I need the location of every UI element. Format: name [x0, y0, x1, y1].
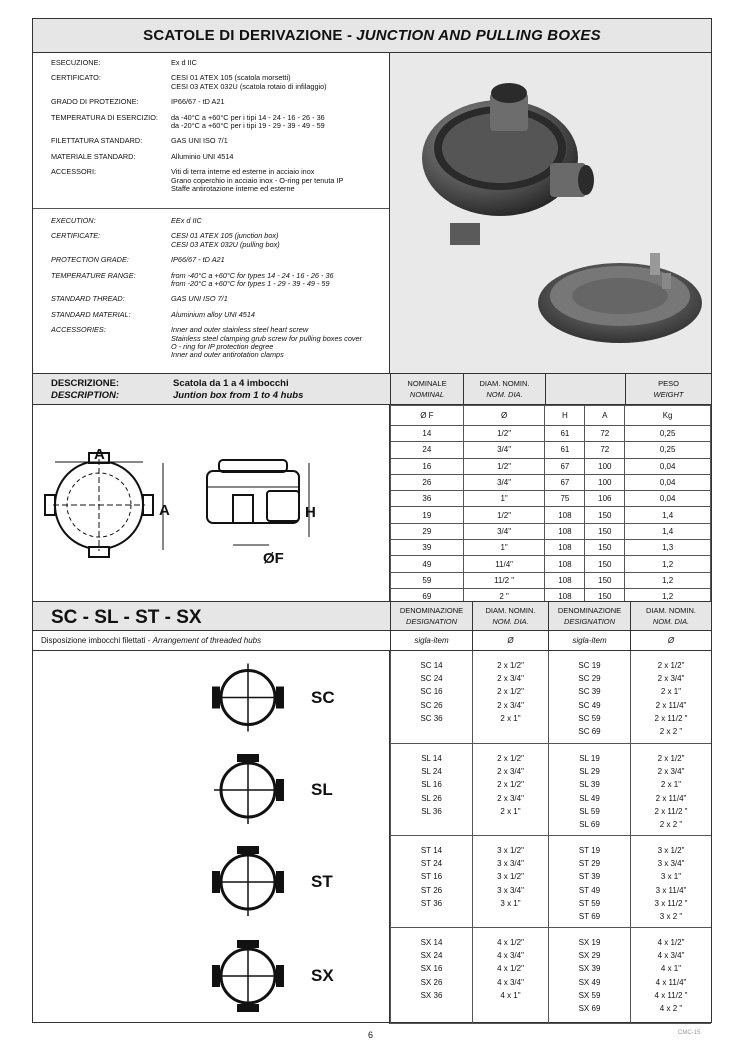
diameter-item: 2 x 3/4" — [497, 700, 524, 710]
designation-item: SC 69 — [578, 726, 601, 736]
description-label-it: DESCRIZIONE: — [51, 378, 120, 389]
designation-item: ST 24 — [420, 859, 443, 869]
spec-it-key: ESECUZIONE: — [51, 58, 101, 67]
header-denom-b-en: DESIGNATION — [563, 617, 616, 626]
header-diam-a — [472, 601, 548, 631]
designation-item: SC 39 — [578, 687, 601, 697]
header-diam-b — [630, 601, 711, 631]
diameter-item: 3 x 2 " — [659, 911, 683, 921]
header-denom-a — [390, 601, 472, 631]
header-weight-en: WEIGHT — [653, 390, 684, 399]
hub-arrangement-drawings — [33, 651, 390, 1024]
table-cell: 2 " — [463, 588, 545, 604]
diameter-item: 2 x 11/2 " — [654, 806, 688, 816]
page-number: 6 — [368, 1030, 374, 1040]
designation-item: SL 14 — [421, 754, 442, 763]
spec-en-key: STANDARD MATERIAL: — [51, 309, 131, 319]
designation-item: SL 26 — [421, 793, 442, 803]
spec-it-value: da -40°C a +60°C per i tipi 14 - 24 - 16 - 26 - 36 da -20°C a +60°C per i tipi 19 - 29 - 39 - 49 - 59 — [171, 112, 325, 131]
designation-item: SL 39 — [579, 780, 600, 790]
table-cell: 1/2" — [463, 426, 545, 442]
table-cell: 3/4" — [463, 523, 545, 539]
designation-item: ST 14 — [420, 846, 443, 855]
table-cell: 75 — [545, 491, 585, 507]
header-diam-b-en: NOM. DIA. — [652, 617, 690, 626]
diameter-item: 2 x 1/2" — [657, 661, 685, 670]
diameter-item: 2 x 1/2" — [497, 780, 524, 790]
table-row — [391, 523, 711, 539]
designation-column — [472, 928, 548, 1023]
designation-item: SC 59 — [578, 713, 601, 723]
diam-header-b: Ø — [630, 631, 711, 651]
table-cell: 0,04 — [625, 474, 711, 490]
spec-it-row — [51, 114, 389, 131]
designation-column — [390, 651, 472, 743]
diameter-item: 2 x 3/4" — [657, 674, 685, 684]
table-cell: 150 — [585, 523, 625, 539]
designation-item: SX 14 — [420, 938, 443, 947]
title-italian: SCATOLE DI DERIVAZIONE - — [143, 27, 353, 44]
designation-item: SC 49 — [578, 700, 601, 710]
header-denom-b-it: DENOMINAZIONE — [557, 606, 622, 615]
diameter-item: 2 x 2 " — [659, 819, 683, 829]
spec-en-key: CERTIFICATE: — [51, 231, 101, 241]
spec-it-value: Alluminio UNI 4514 — [171, 151, 234, 161]
designation-item: SX 19 — [578, 938, 601, 947]
diameter-item: 3 x 3/4" — [497, 885, 524, 895]
diameter-item: 4 x 11/4" — [655, 977, 687, 987]
designation-column — [390, 928, 472, 1023]
diameter-item: 4 x 1/2" — [497, 964, 524, 974]
diameter-item: 2 x 11/4" — [655, 700, 687, 710]
dim-label-h: H — [305, 504, 316, 521]
spec-en-value: EEx d IIC — [171, 216, 202, 225]
spec-it-row — [51, 74, 389, 91]
diameter-item: 2 x 1" — [660, 780, 682, 790]
hub-arrangement-label: SC — [311, 687, 335, 707]
table-cell: 61 — [545, 426, 585, 442]
diameter-item: 3 x 1" — [660, 872, 682, 882]
designation-column — [390, 836, 472, 927]
dim-label-a-top: A — [94, 446, 105, 463]
sigla-header-b: sigla-item — [548, 631, 630, 651]
designation-column — [548, 744, 630, 835]
description-labels — [51, 378, 119, 402]
table-cell: 59 — [391, 572, 464, 588]
designation-item: ST 39 — [578, 872, 601, 882]
table-cell: 108 — [545, 523, 585, 539]
designation-group — [390, 928, 711, 1024]
hub-arrangement-label: ST — [311, 872, 333, 891]
table-cell: 36 — [391, 491, 464, 507]
spec-panel — [33, 53, 390, 373]
table-cell: 106 — [585, 491, 625, 507]
diameter-item: 2 x 3/4" — [497, 767, 524, 777]
table-cell: 1/2" — [463, 458, 545, 474]
table-row — [391, 458, 711, 474]
header-denom-b — [548, 601, 630, 631]
description-row — [33, 373, 711, 405]
catalog-sheet — [32, 18, 712, 1023]
diam-header-a: Ø — [472, 631, 548, 651]
designation-item: SC 24 — [420, 674, 443, 684]
spec-it-value: GAS UNI ISO 7/1 — [171, 136, 228, 146]
dim-label-f: ØF — [263, 550, 284, 567]
table-cell: 100 — [585, 474, 625, 490]
spec-it-row — [51, 168, 389, 193]
arrangement-en: Arrangement of threaded hubs — [152, 636, 262, 645]
designation-item: SX 69 — [578, 1003, 601, 1013]
table-cell: 1" — [463, 540, 545, 556]
table-cell: 72 — [585, 426, 625, 442]
series-title: SC - SL - ST - SX — [51, 607, 202, 628]
spec-en-value: Inner and outer stainless steel heart screw Stainless steel clamping grub screw for pulling boxes cover O - ring for IP protection degree Inner and outer antirotation clamps — [171, 325, 363, 360]
diameter-item: 4 x 1" — [660, 964, 682, 974]
table-cell: 1,4 — [625, 507, 711, 523]
table-cell: 1,2 — [625, 588, 711, 604]
designation-item: ST 49 — [578, 885, 601, 895]
table-cell: 61 — [545, 442, 585, 458]
diameter-item: 3 x 3/4" — [497, 859, 524, 869]
diameter-item: 4 x 2 " — [659, 1003, 683, 1013]
table-cell: 11/4" — [463, 556, 545, 572]
table-cell: 108 — [545, 588, 585, 604]
header-denom-a-en: DESIGNATION — [405, 617, 458, 626]
spec-en-value: GAS UNI ISO 7/1 — [171, 294, 228, 304]
diameter-item: 2 x 3/4" — [657, 767, 685, 777]
spec-it-key: ACCESSORI: — [51, 167, 97, 177]
table-row — [391, 507, 711, 523]
header-peso: PESO — [658, 379, 679, 388]
header-nominal-en: NOMINAL — [409, 390, 445, 399]
table-cell: 24 — [391, 442, 464, 458]
spec-english — [33, 209, 389, 373]
diameter-item: 3 x 1/2" — [497, 872, 524, 882]
table-cell: 108 — [545, 572, 585, 588]
spec-en-row — [51, 232, 389, 249]
description-text-it: Scatola da 1 a 4 imbocchi — [173, 378, 289, 389]
hub-arrangement-label: SX — [311, 966, 334, 985]
designation-item: ST 26 — [420, 885, 443, 895]
table-row — [391, 442, 711, 458]
spec-en-key: ACCESSORIES: — [51, 325, 106, 335]
header-weight — [625, 374, 711, 406]
diameter-item: 4 x 3/4" — [657, 951, 685, 961]
diameter-item: 3 x 11/4" — [655, 885, 687, 895]
diameter-item: 2 x 2 " — [659, 726, 683, 736]
designation-item: SX 36 — [420, 990, 443, 1000]
description-label-en: DESCRIPTION: — [51, 390, 120, 401]
spec-en-row — [51, 256, 389, 264]
diameter-item: 2 x 1/2" — [497, 661, 524, 670]
spec-it-value: Ex d IIC — [171, 58, 197, 67]
designation-item: SC 36 — [420, 713, 443, 723]
page-title — [33, 19, 711, 53]
table-row — [391, 556, 711, 572]
spec-en-key: EXECUTION: — [51, 216, 96, 225]
spec-en-value: CESI 01 ATEX 105 (junction box) CESI 03 ATEX 032U (pulling box) — [171, 231, 280, 249]
spec-it-row — [51, 137, 389, 145]
designation-column — [630, 744, 711, 835]
designation-group — [390, 651, 711, 744]
designation-column — [548, 836, 630, 927]
spec-en-value: IP66/67 - tD A21 — [171, 255, 225, 265]
table-cell: 0,25 — [625, 442, 711, 458]
dim-subheader: H — [545, 406, 585, 426]
table-cell: 67 — [545, 474, 585, 490]
designation-column — [548, 928, 630, 1023]
designation-item: ST 29 — [578, 859, 601, 869]
designation-item: ST 69 — [578, 911, 601, 921]
table-cell: 0,04 — [625, 491, 711, 507]
header-blank — [545, 374, 625, 406]
table-cell: 1" — [463, 491, 545, 507]
spec-en-row — [51, 326, 389, 360]
designation-item: SC 26 — [420, 700, 443, 710]
diameter-item: 4 x 1/2" — [657, 938, 685, 947]
diameter-item: 2 x 1" — [500, 806, 521, 816]
designation-item: SL 59 — [579, 806, 600, 816]
table-cell: 0,25 — [625, 426, 711, 442]
table-cell: 11/2 " — [463, 572, 545, 588]
spec-it-value: IP66/67 - tD A21 — [171, 97, 225, 107]
table-cell: 14 — [391, 426, 464, 442]
designation-item: SL 69 — [579, 819, 600, 829]
table-cell: 108 — [545, 507, 585, 523]
header-nominale: NOMINALE — [407, 379, 447, 388]
designation-column — [548, 651, 630, 743]
diameter-item: 2 x 11/2 " — [654, 713, 688, 723]
dim-label-a-side: A — [159, 502, 170, 519]
designation-item: SC 16 — [420, 687, 443, 697]
designation-column — [630, 651, 711, 743]
designation-item: ST 59 — [578, 898, 601, 908]
dimension-table — [390, 405, 711, 605]
header-diam-a-en: NOM. DIA. — [492, 617, 529, 626]
spec-it-row — [51, 98, 389, 106]
diameter-item: 2 x 3/4" — [497, 793, 524, 803]
hub-arrangement-label: SL — [311, 780, 333, 799]
diameter-item: 2 x 1/2" — [657, 754, 685, 763]
designation-item: SC 19 — [578, 661, 601, 670]
designation-item: SX 29 — [578, 951, 601, 961]
table-cell: 72 — [585, 442, 625, 458]
spec-it-row — [51, 59, 389, 67]
dim-subheader: A — [585, 406, 625, 426]
table-cell: 67 — [545, 458, 585, 474]
header-diameter — [463, 374, 545, 406]
table-cell: 39 — [391, 540, 464, 556]
table-cell: 150 — [585, 540, 625, 556]
table-cell: 150 — [585, 588, 625, 604]
diameter-item: 3 x 11/2 " — [654, 898, 688, 908]
designation-column — [472, 651, 548, 743]
diameter-item: 2 x 1/2" — [497, 687, 524, 697]
header-nomdia: NOM. DIA. — [486, 390, 523, 399]
dim-subheader: Ø F — [391, 406, 464, 426]
spec-en-key: PROTECTION GRADE: — [51, 255, 129, 265]
table-cell: 16 — [391, 458, 464, 474]
header-nominal — [390, 374, 463, 406]
title-english: JUNCTION AND PULLING BOXES — [356, 27, 601, 44]
table-cell: 100 — [585, 458, 625, 474]
spec-it-key: GRADO DI PROTEZIONE: — [51, 97, 139, 107]
diameter-item: 4 x 11/2 " — [654, 990, 688, 1000]
designation-item: SX 59 — [578, 990, 601, 1000]
designation-column — [630, 928, 711, 1023]
dim-subheader: Ø — [463, 406, 545, 426]
table-cell: 150 — [585, 507, 625, 523]
table-cell: 3/4" — [463, 442, 545, 458]
diameter-item: 2 x 3/4" — [497, 674, 524, 684]
series-header — [33, 601, 711, 631]
diameter-item: 3 x 1/2" — [497, 846, 524, 855]
table-row — [391, 540, 711, 556]
designation-item: SX 49 — [578, 977, 601, 987]
designation-item: ST 19 — [578, 846, 601, 855]
table-cell: 49 — [391, 556, 464, 572]
diameter-item: 3 x 1" — [500, 898, 521, 908]
table-row — [391, 491, 711, 507]
table-cell: 108 — [545, 540, 585, 556]
table-cell: 1,4 — [625, 523, 711, 539]
spec-it-row — [51, 153, 389, 161]
designation-group — [390, 836, 711, 928]
designation-column — [472, 744, 548, 835]
designation-item: SL 36 — [421, 806, 442, 816]
table-row — [391, 426, 711, 442]
designation-item: SL 49 — [579, 793, 600, 803]
diameter-item: 3 x 3/4" — [657, 859, 685, 869]
diameter-item: 2 x 11/4" — [655, 793, 687, 803]
table-cell: 150 — [585, 556, 625, 572]
dimension-drawing — [33, 405, 390, 601]
diameter-item: 4 x 1" — [500, 990, 521, 1000]
spec-it-value: CESI 01 ATEX 105 (scatola morsetti) CESI 03 ATEX 032U (scatola rotaio di infilaggio) — [171, 73, 327, 91]
table-cell: 1,2 — [625, 572, 711, 588]
table-cell: 3/4" — [463, 474, 545, 490]
designation-item: SX 24 — [420, 951, 443, 961]
table-cell: 108 — [545, 556, 585, 572]
table-cell: 150 — [585, 572, 625, 588]
header-diam-a-it: DIAM. NOMIN. — [485, 606, 536, 615]
designation-item: ST 36 — [420, 898, 443, 908]
diameter-item: 3 x 1/2" — [657, 846, 685, 855]
diameter-item: 2 x 1" — [660, 687, 682, 697]
spec-it-key: MATERIALE STANDARD: — [51, 151, 136, 161]
designation-item: SC 29 — [578, 674, 601, 684]
spec-en-value: Aluminium alloy UNI 4514 — [171, 309, 255, 319]
header-denom-a-it: DENOMINAZIONE — [399, 606, 464, 615]
spec-en-row — [51, 311, 389, 319]
header-diam-b-it: DIAM. NOMIN. — [646, 606, 696, 615]
arrangement-it: Disposizione imbocchi filettati - — [41, 636, 151, 645]
header-diam: DIAM. NOMIN. — [479, 379, 530, 388]
table-cell: 0,04 — [625, 458, 711, 474]
arrangement-caption — [33, 631, 390, 651]
spec-it-key: FILETTATURA STANDARD: — [51, 136, 143, 146]
designation-column — [630, 836, 711, 927]
table-cell: 1/2" — [463, 507, 545, 523]
spec-it-key: CERTIFICATO: — [51, 73, 101, 83]
spec-en-value: from -40°C a +60°C for types 14 - 24 - 16 - 26 - 36 from -20°C a +60°C for types 1 - 29 - 39 - 49 - 59 — [171, 270, 334, 289]
description-text — [173, 378, 303, 402]
sigla-header-a: sigla-item — [390, 631, 472, 651]
spec-italian — [33, 53, 389, 209]
designation-column — [472, 836, 548, 927]
designation-column — [390, 744, 472, 835]
table-cell: 26 — [391, 474, 464, 490]
dim-subheader: Kg — [625, 406, 711, 426]
spec-en-row — [51, 217, 389, 225]
spec-it-key: TEMPERATURA DI ESERCIZIO: — [51, 112, 158, 122]
table-cell: 1,2 — [625, 556, 711, 572]
designation-item: SC 14 — [420, 661, 443, 670]
description-text-en: Juntion box from 1 to 4 hubs — [173, 390, 304, 401]
spec-en-key: STANDARD THREAD: — [51, 294, 125, 304]
spec-en-row — [51, 272, 389, 289]
table-cell: 19 — [391, 507, 464, 523]
designation-item: SL 29 — [579, 767, 600, 777]
diameter-item: 4 x 1/2" — [497, 938, 524, 947]
designation-item: SL 24 — [421, 767, 442, 777]
table-row — [391, 474, 711, 490]
spec-en-row — [51, 295, 389, 303]
diameter-item: 4 x 3/4" — [497, 951, 524, 961]
spec-it-value: Viti di terra interne ed esterne in acciaio inox Grano coperchio in acciaio inox - O-ring per tenuta IP Staffe antirotazione interne ed esterne — [171, 167, 344, 194]
diameter-item: 2 x 1/2" — [497, 754, 524, 763]
product-photo — [390, 53, 711, 373]
designation-item: SX 26 — [420, 977, 443, 987]
designation-item: SX 16 — [420, 964, 443, 974]
doc-code: CMC-15 — [678, 1030, 701, 1036]
designation-group — [390, 744, 711, 836]
diameter-item: 2 x 1" — [500, 713, 521, 723]
spec-en-key: TEMPERATURE RANGE: — [51, 270, 136, 280]
table-cell: 1,3 — [625, 540, 711, 556]
table-cell: 69 — [391, 588, 464, 604]
designation-item: SL 16 — [421, 780, 442, 790]
designation-item: SX 39 — [578, 964, 601, 974]
designation-item: ST 16 — [420, 872, 443, 882]
table-row — [391, 572, 711, 588]
diameter-item: 4 x 3/4" — [497, 977, 524, 987]
table-cell: 29 — [391, 523, 464, 539]
designation-item: SL 19 — [579, 754, 600, 763]
